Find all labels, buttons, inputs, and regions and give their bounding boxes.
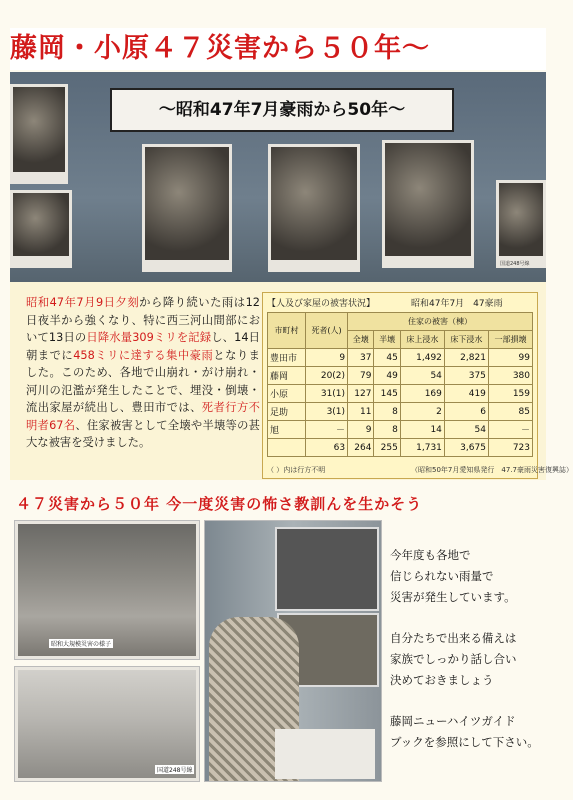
page-title: 藤岡・小原４７災害から５０年～	[10, 28, 546, 70]
exhibit-photo-2	[10, 190, 72, 268]
table-cell: －	[488, 421, 532, 439]
highlight-text: 死者行方不明者67名	[26, 401, 260, 432]
col-header: 一部損壊	[488, 331, 532, 349]
table-cell: 9	[306, 349, 348, 367]
table-cell: 127	[348, 385, 374, 403]
table-row	[268, 367, 533, 385]
body-text: 、住家被害として全壊や半壊等の甚大な被害を受けました。	[26, 418, 260, 449]
table-row	[268, 385, 533, 403]
table-cell: 31(1)	[306, 385, 348, 403]
table-cell: 20(2)	[306, 367, 348, 385]
col-header: 全壊	[348, 331, 374, 349]
table-cell: 9	[348, 421, 374, 439]
photo-caption: 昭和大規模災害の様子	[51, 641, 112, 648]
exhibit-photo-4	[268, 144, 360, 272]
body-panel	[10, 282, 573, 480]
exhibit-photo-6	[496, 180, 546, 268]
highlight-text: 日降水量309ミリを記録	[86, 331, 212, 344]
table-cell: 8	[374, 421, 400, 439]
table-cell: 85	[488, 403, 532, 421]
table-cell: 99	[488, 349, 532, 367]
message-line: 自分たちで出来る備えは	[390, 631, 517, 645]
table-cell: 169	[400, 385, 444, 403]
table-cell: 小原	[268, 385, 306, 403]
col-header: 床上浸水	[400, 331, 444, 349]
table-cell: 6	[444, 403, 488, 421]
table-cell: 54	[400, 367, 444, 385]
table-cell: 3(1)	[306, 403, 348, 421]
section-subtitle: ４７災害から５０年 今一度災害の怖さ教訓んを生かそう	[16, 495, 423, 513]
message-line: ブックを参照にして下さい。	[390, 735, 539, 749]
table-cell: 14	[400, 421, 444, 439]
col-header: 半壊	[374, 331, 400, 349]
table-cell: 3,675	[444, 439, 488, 457]
table-cell	[268, 439, 306, 457]
highlight-text: 458ミリに達する集中豪雨	[73, 348, 214, 362]
message-line: 信じられない雨量で	[390, 569, 494, 583]
table-cell: 419	[444, 385, 488, 403]
flood-photo-village	[14, 520, 200, 660]
table-cell: 11	[348, 403, 374, 421]
body-paragraph	[26, 294, 260, 452]
table-cell: －	[306, 421, 348, 439]
damage-table-title: 【人及び家屋の被害状況】	[267, 299, 376, 309]
message-line: 決めておきましょう	[390, 673, 494, 687]
table-cell: 63	[306, 439, 348, 457]
damage-table	[267, 312, 533, 457]
col-header: 市町村	[268, 313, 306, 349]
table-cell: 藤岡	[268, 367, 306, 385]
exhibit-banner: ～昭和47年7月豪雨から50年～	[110, 88, 454, 132]
table-row	[268, 403, 533, 421]
damage-table-date: 昭和47年7月 47豪雨	[411, 299, 503, 309]
table-cell: 2,821	[444, 349, 488, 367]
table-cell: 2	[400, 403, 444, 421]
message-line: 家族でしっかり話し合い	[390, 652, 517, 666]
table-row	[268, 421, 533, 439]
photo-caption: 国道248号線	[500, 261, 530, 267]
table-cell: 159	[488, 385, 532, 403]
exhibit-photo-5	[382, 140, 474, 268]
table-cell: 足助	[268, 403, 306, 421]
exhibit-photo	[10, 72, 546, 282]
flood-photo-road	[14, 666, 200, 782]
exhibit-photo-3	[142, 144, 232, 272]
body-text: から降り続いた雨は12日夜半から強くなり、特に西三河山間部において13日の	[26, 296, 260, 344]
body-text: し、14日朝までに	[26, 331, 260, 362]
exhibit-panel-photo	[275, 527, 379, 611]
table-cell: 8	[374, 403, 400, 421]
table-cell: 45	[374, 349, 400, 367]
damage-table-source: （昭和50年7月愛知県発行 47.7豪雨災害復興誌）	[411, 466, 573, 474]
table-cell: 255	[374, 439, 400, 457]
guestbook	[275, 729, 375, 779]
exhibit-photo-1	[10, 84, 68, 184]
col-header: 死者(人)	[306, 313, 348, 349]
message-line: 藤岡ニューハイツガイド	[390, 714, 516, 728]
table-cell: 1,731	[400, 439, 444, 457]
damage-table-note: （ ）内は行方不明	[267, 466, 326, 474]
group-header: 住家の被害（棟）	[348, 313, 533, 331]
table-row	[268, 439, 533, 457]
table-cell: 264	[348, 439, 374, 457]
table-cell: 旭	[268, 421, 306, 439]
table-cell: 49	[374, 367, 400, 385]
table-cell: 1,492	[400, 349, 444, 367]
col-header: 床下浸水	[444, 331, 488, 349]
message-line: 災害が発生しています。	[390, 590, 516, 604]
body-text: となりました。このため、各地で山崩れ・がけ崩れ・河川の氾濫が発生したことで、埋没・倒壊・流出家屋が続出し、豊田市では、	[26, 348, 260, 414]
table-cell: 723	[488, 439, 532, 457]
table-row	[268, 349, 533, 367]
table-cell: 79	[348, 367, 374, 385]
message-line: 今年度も各地で	[390, 548, 471, 562]
highlight-text: 昭和47年7月9日夕刻	[26, 296, 140, 309]
table-cell: 37	[348, 349, 374, 367]
damage-table-card	[262, 292, 573, 479]
table-cell: 375	[444, 367, 488, 385]
photo-caption: 国道248号線	[157, 767, 193, 774]
table-cell: 145	[374, 385, 400, 403]
exhibit-visitor-photo	[204, 520, 382, 782]
table-cell: 380	[488, 367, 532, 385]
table-cell: 豊田市	[268, 349, 306, 367]
table-cell: 54	[444, 421, 488, 439]
